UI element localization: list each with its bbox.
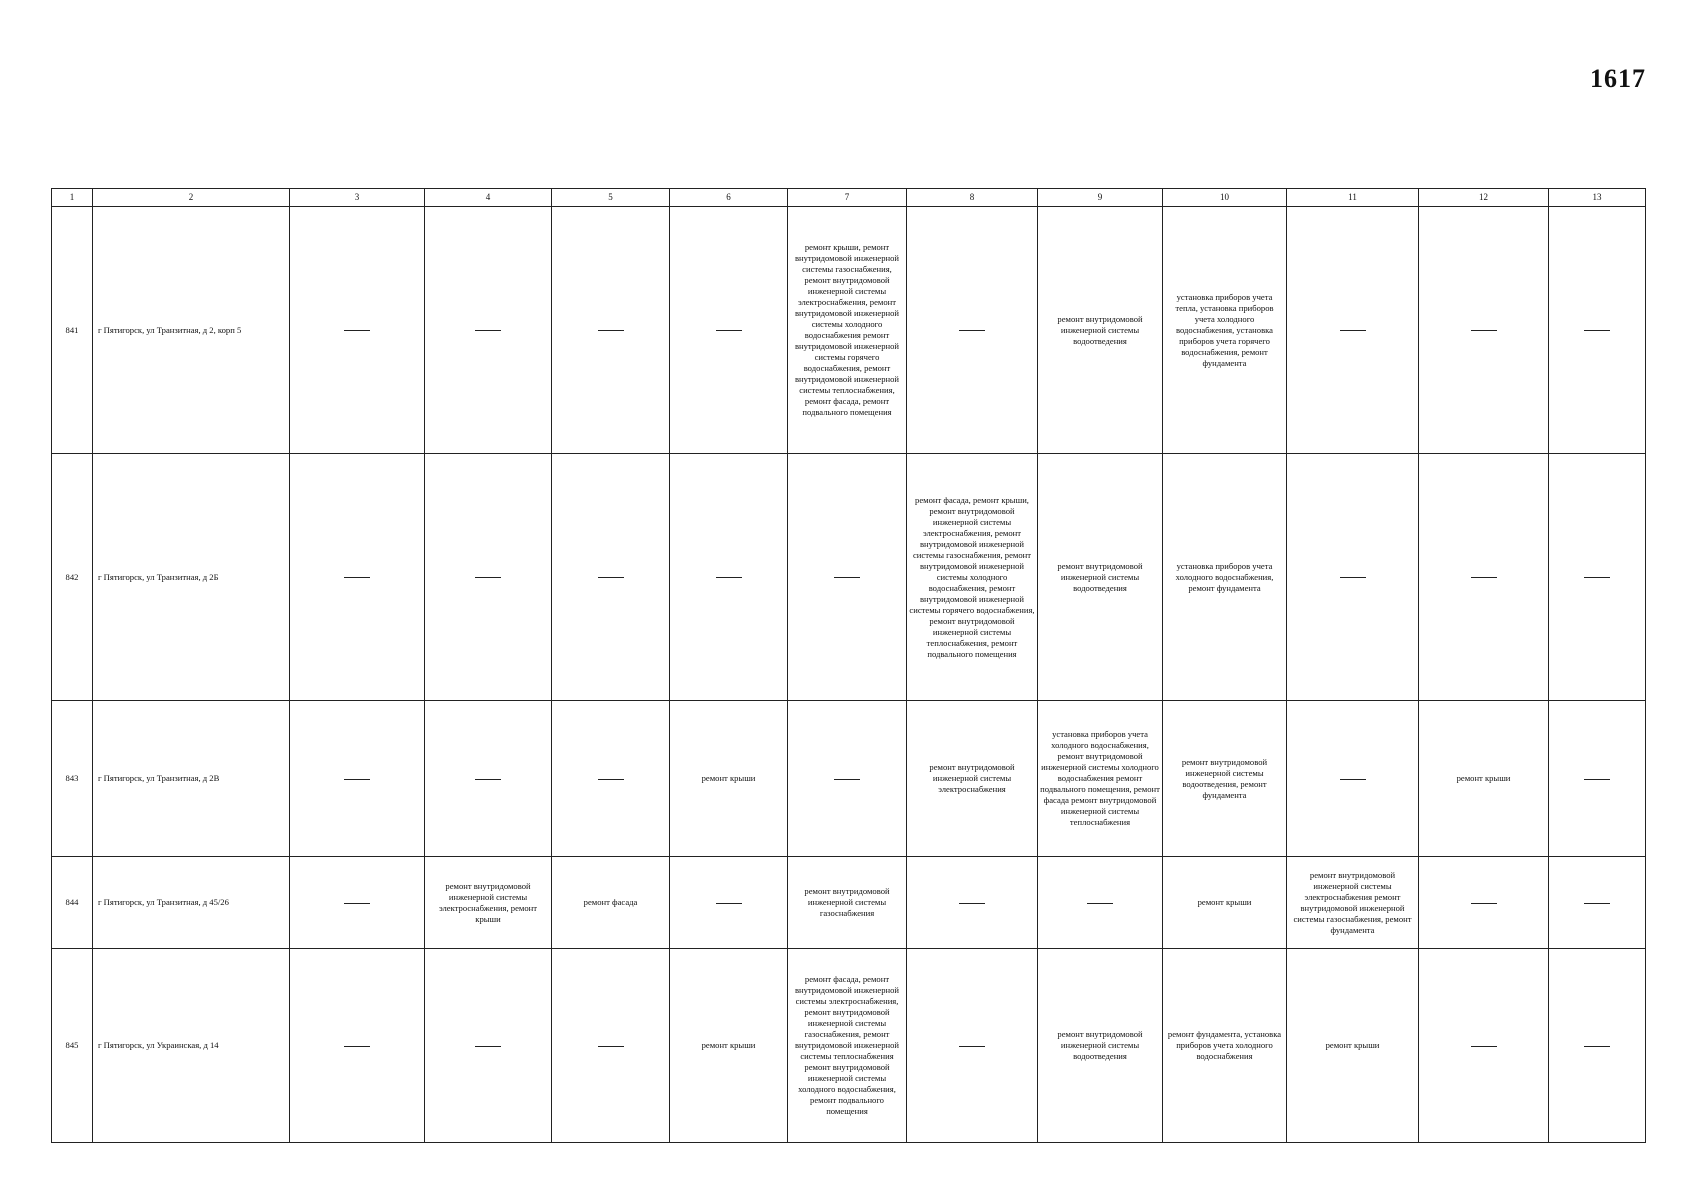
empty-dash-cell	[907, 857, 1038, 949]
empty-dash-cell	[670, 207, 788, 454]
work-type-cell: ремонт крыши	[1287, 949, 1419, 1143]
empty-dash-cell	[425, 207, 552, 454]
dash-mark	[344, 903, 370, 904]
work-type-cell: ремонт фасада	[552, 857, 670, 949]
work-type-cell: ремонт крыши, ремонт внутридомовой инженерной системы газоснабжения, ремонт внутридомовой инженерной системы электроснабжения, ремонт внутридомовой инженерной системы холодного водоснабжения ремонт внутридомовой инженерной системы горячего водоснабжения, ремонт внутридомовой инженерной системы теплоснабжения, ремонт фасада, ремонт подвального помещения	[788, 207, 907, 454]
empty-dash-cell	[788, 454, 907, 701]
empty-dash-cell	[290, 701, 425, 857]
column-header: 4	[425, 189, 552, 207]
dash-mark	[1584, 330, 1610, 331]
empty-dash-cell	[425, 949, 552, 1143]
empty-dash-cell	[1419, 207, 1549, 454]
table-row	[52, 207, 1646, 454]
row-number: 841	[52, 207, 93, 454]
column-header: 5	[552, 189, 670, 207]
empty-dash-cell	[1419, 857, 1549, 949]
work-type-cell: ремонт крыши	[670, 701, 788, 857]
empty-dash-cell	[425, 454, 552, 701]
table-row	[52, 701, 1646, 857]
column-header: 7	[788, 189, 907, 207]
dash-mark	[598, 1046, 624, 1047]
empty-dash-cell	[425, 701, 552, 857]
empty-dash-cell	[552, 701, 670, 857]
empty-dash-cell	[1419, 454, 1549, 701]
column-header: 3	[290, 189, 425, 207]
column-header: 8	[907, 189, 1038, 207]
row-number: 844	[52, 857, 93, 949]
row-number: 845	[52, 949, 93, 1143]
dash-mark	[344, 577, 370, 578]
empty-dash-cell	[1549, 857, 1646, 949]
work-type-cell: ремонт фундамента, установка приборов учета холодного водоснабжения	[1163, 949, 1287, 1143]
empty-dash-cell	[670, 454, 788, 701]
table-row	[52, 857, 1646, 949]
work-type-cell: ремонт крыши	[670, 949, 788, 1143]
address-cell: г Пятигорск, ул Транзитная, д 45/26	[93, 857, 290, 949]
address-cell: г Пятигорск, ул Транзитная, д 2, корп 5	[93, 207, 290, 454]
empty-dash-cell	[670, 857, 788, 949]
dash-mark	[959, 903, 985, 904]
work-type-cell: ремонт фасада, ремонт крыши, ремонт внутридомовой инженерной системы электроснабжения, ремонт внутридомовой инженерной системы газоснабжения, ремонт внутридомовой инженерной системы холодного водоснабжения, ремонт внутридомовой инженерной системы горячего водоснабжения, ремонт внутридомовой инженерной системы теплоснабжения, ремонт подвального помещения	[907, 454, 1038, 701]
column-number-row	[52, 189, 1646, 207]
column-header: 13	[1549, 189, 1646, 207]
dash-mark	[716, 903, 742, 904]
column-header: 1	[52, 189, 93, 207]
dash-mark	[959, 1046, 985, 1047]
address-cell: г Пятигорск, ул Транзитная, д 2Б	[93, 454, 290, 701]
dash-mark	[598, 330, 624, 331]
dash-mark	[475, 330, 501, 331]
empty-dash-cell	[1038, 857, 1163, 949]
dash-mark	[1584, 903, 1610, 904]
empty-dash-cell	[552, 207, 670, 454]
work-type-cell: ремонт внутридомовой инженерной системы электроснабжения, ремонт крыши	[425, 857, 552, 949]
work-type-cell: ремонт фасада, ремонт внутридомовой инженерной системы электроснабжения, ремонт внутридомовой инженерной системы газоснабжения, ремонт внутридомовой инженерной системы теплоснабжения ремонт внутридомовой инженерной системы холодного водоснабжения, ремонт подвального помещения	[788, 949, 907, 1143]
column-header: 2	[93, 189, 290, 207]
empty-dash-cell	[290, 857, 425, 949]
work-type-cell: ремонт внутридомовой инженерной системы водоотведения	[1038, 454, 1163, 701]
dash-mark	[834, 779, 860, 780]
work-type-cell: ремонт крыши	[1163, 857, 1287, 949]
dash-mark	[1340, 577, 1366, 578]
empty-dash-cell	[1549, 701, 1646, 857]
dash-mark	[1584, 779, 1610, 780]
empty-dash-cell	[907, 207, 1038, 454]
dash-mark	[716, 577, 742, 578]
empty-dash-cell	[1287, 701, 1419, 857]
work-type-cell: ремонт внутридомовой инженерной системы водоотведения	[1038, 949, 1163, 1143]
empty-dash-cell	[290, 949, 425, 1143]
work-type-cell: ремонт крыши	[1419, 701, 1549, 857]
dash-mark	[834, 577, 860, 578]
work-type-cell: ремонт внутридомовой инженерной системы газоснабжения	[788, 857, 907, 949]
row-number: 843	[52, 701, 93, 857]
dash-mark	[344, 330, 370, 331]
work-type-cell: установка приборов учета холодного водоснабжения, ремонт внутридомовой инженерной системы холодного водоснабжения ремонт подвального помещения, ремонт фасада ремонт внутридомовой инженерной системы теплоснабжения	[1038, 701, 1163, 857]
address-cell: г Пятигорск, ул Украинская, д 14	[93, 949, 290, 1143]
empty-dash-cell	[1287, 454, 1419, 701]
column-header: 9	[1038, 189, 1163, 207]
dash-mark	[1471, 903, 1497, 904]
dash-mark	[1087, 903, 1113, 904]
column-header: 6	[670, 189, 788, 207]
dash-mark	[1471, 577, 1497, 578]
column-header: 11	[1287, 189, 1419, 207]
work-type-cell: ремонт внутридомовой инженерной системы электроснабжения ремонт внутридомовой инженерной системы газоснабжения, ремонт фундамента	[1287, 857, 1419, 949]
row-number: 842	[52, 454, 93, 701]
repair-schedule-table	[51, 188, 1646, 1143]
empty-dash-cell	[1549, 454, 1646, 701]
empty-dash-cell	[290, 454, 425, 701]
empty-dash-cell	[788, 701, 907, 857]
dash-mark	[344, 1046, 370, 1047]
address-cell: г Пятигорск, ул Транзитная, д 2В	[93, 701, 290, 857]
column-header: 12	[1419, 189, 1549, 207]
dash-mark	[1471, 1046, 1497, 1047]
work-type-cell: установка приборов учета холодного водоснабжения, ремонт фундамента	[1163, 454, 1287, 701]
dash-mark	[475, 1046, 501, 1047]
dash-mark	[598, 577, 624, 578]
empty-dash-cell	[1419, 949, 1549, 1143]
dash-mark	[344, 779, 370, 780]
column-header: 10	[1163, 189, 1287, 207]
empty-dash-cell	[290, 207, 425, 454]
page-number: 1617	[1590, 64, 1646, 93]
dash-mark	[1471, 330, 1497, 331]
empty-dash-cell	[907, 949, 1038, 1143]
dash-mark	[475, 577, 501, 578]
dash-mark	[1584, 1046, 1610, 1047]
dash-mark	[959, 330, 985, 331]
table-row	[52, 949, 1646, 1143]
dash-mark	[1340, 330, 1366, 331]
dash-mark	[475, 779, 501, 780]
work-type-cell: установка приборов учета тепла, установка приборов учета холодного водоснабжения, установка приборов учета горячего водоснабжения, ремонт фундамента	[1163, 207, 1287, 454]
empty-dash-cell	[552, 949, 670, 1143]
dash-mark	[598, 779, 624, 780]
empty-dash-cell	[1549, 207, 1646, 454]
work-type-cell: ремонт внутридомовой инженерной системы водоотведения, ремонт фундамента	[1163, 701, 1287, 857]
dash-mark	[1340, 779, 1366, 780]
empty-dash-cell	[1549, 949, 1646, 1143]
work-type-cell: ремонт внутридомовой инженерной системы водоотведения	[1038, 207, 1163, 454]
work-type-cell: ремонт внутридомовой инженерной системы электроснабжения	[907, 701, 1038, 857]
empty-dash-cell	[552, 454, 670, 701]
table-row	[52, 454, 1646, 701]
empty-dash-cell	[1287, 207, 1419, 454]
dash-mark	[716, 330, 742, 331]
dash-mark	[1584, 577, 1610, 578]
